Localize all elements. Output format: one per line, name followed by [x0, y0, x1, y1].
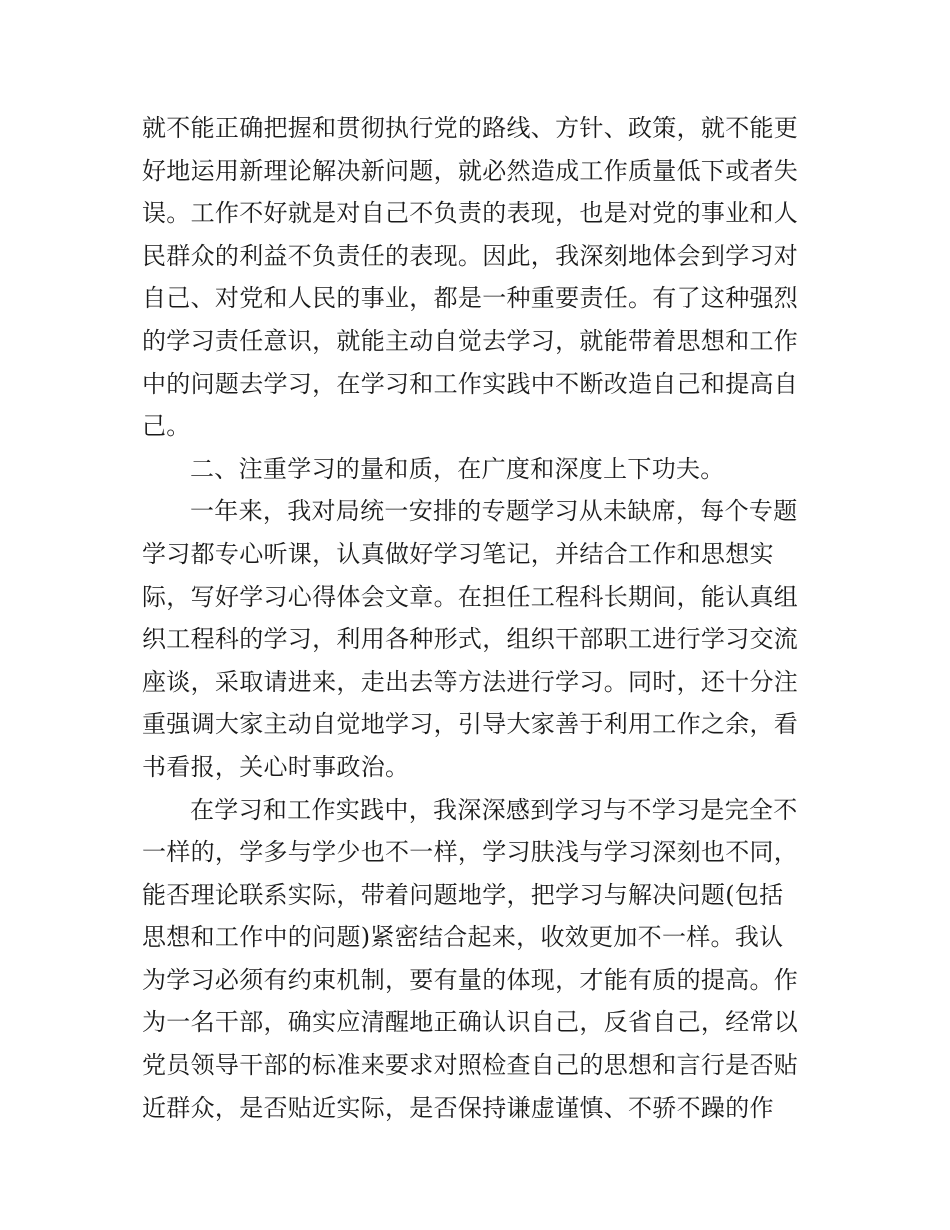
text-line: 党员领导干部的标准来要求对照检查自己的思想和言行是否贴	[142, 1051, 799, 1080]
text-line: 就不能正确把握和贯彻执行党的路线、方针、政策，就不能更	[142, 114, 799, 142]
text-line: 在学习和工作实践中，我深深感到学习与不学习是完全不	[190, 795, 798, 824]
text-line: 重强调大家主动自觉地学习，引导大家善于利用工作之余，看	[142, 710, 799, 739]
text-line: 的学习责任意识，就能主动自觉去学习，就能带着思想和工作	[142, 326, 799, 355]
section-heading: 二、注重学习的量和质，在广度和深度上下功夫。	[190, 454, 725, 483]
document-body	[142, 107, 810, 1129]
text-line: 中的问题去学习，在学习和工作实践中不断改造自己和提高自	[142, 369, 799, 398]
text-line: 自己、对党和人民的事业，都是一种重要责任。有了这种强烈	[142, 284, 799, 313]
text-line: 学习都专心听课，认真做好学习笔记，并结合工作和思想实	[142, 539, 774, 568]
text-line: 为学习必须有约束机制，要有量的体现，才能有质的提高。作	[142, 965, 799, 994]
text-line: 际，写好学习心得体会文章。在担任工程科长期间，能认真组	[142, 582, 799, 611]
text-line: 民群众的利益不负责任的表现。因此，我深刻地体会到学习对	[142, 241, 799, 270]
text-line: 为一名干部，确实应清醒地正确认识自己，反省自己，经常以	[142, 1008, 799, 1037]
text-line: 能否理论联系实际，带着问题地学，把学习与解决问题(包括	[142, 880, 784, 909]
text-line: 己。	[142, 412, 191, 441]
text-line: 近群众，是否贴近实际，是否保持谦虚谨慎、不骄不躁的作	[142, 1093, 774, 1122]
text-line: 一年来，我对局统一安排的专题学习从未缺席，每个专题	[190, 497, 798, 526]
text-line: 误。工作不好就是对自己不负责的表现，也是对党的事业和人	[142, 199, 799, 228]
text-line: 座谈，采取请进来，走出去等方法进行学习。同时，还十分注	[142, 667, 799, 696]
text-line: 书看报，关心时事政治。	[142, 752, 410, 781]
text-line: 一样的，学多与学少也不一样，学习肤浅与学习深刻也不同，	[142, 838, 799, 867]
text-line: 好地运用新理论解决新问题，就必然造成工作质量低下或者失	[142, 156, 799, 185]
text-line: 思想和工作中的问题)紧密结合起来，收效更加不一样。我认	[142, 923, 784, 952]
text-line: 织工程科的学习，利用各种形式，组织干部职工进行学习交流	[142, 625, 799, 654]
